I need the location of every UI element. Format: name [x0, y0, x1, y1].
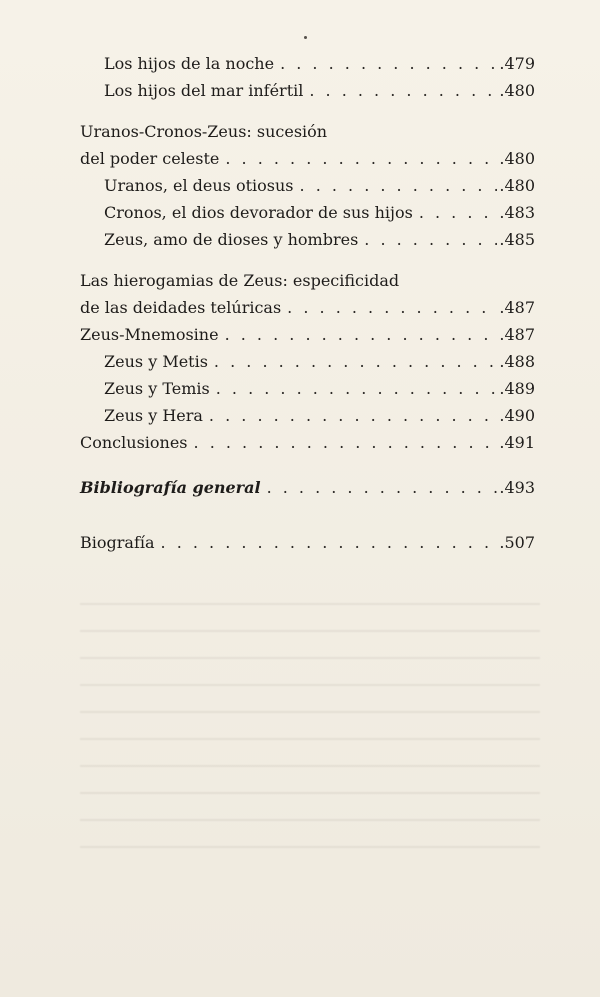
toc-entry	[80, 348, 535, 375]
toc-entry-title: Zeus-Mnemosine	[80, 325, 219, 344]
toc-entry-page: .490	[499, 406, 535, 425]
dot-leader	[280, 50, 497, 77]
dot-leader	[300, 172, 498, 199]
toc-entry	[80, 375, 535, 402]
toc-entry-page: .489	[499, 379, 535, 398]
toc-entry-title: de las deidades telúricas	[80, 298, 282, 317]
toc-entry	[80, 429, 535, 456]
toc-entry	[80, 321, 535, 348]
toc-entry-title: Biografía	[80, 533, 155, 552]
toc-entry-page: .488	[499, 352, 535, 371]
dot-leader	[225, 321, 498, 348]
dot-leader	[161, 529, 498, 556]
toc-entry-title: Zeus y Metis	[104, 352, 208, 371]
toc-entry	[80, 77, 535, 104]
toc-entry-title: Uranos, el deus otiosus	[104, 176, 294, 195]
dot-leader	[287, 294, 497, 321]
toc-entry-title: Bibliografía general	[80, 478, 261, 497]
dot-leader	[309, 77, 497, 104]
toc-entry	[80, 199, 535, 226]
toc-entry	[80, 474, 535, 501]
toc-entry-page: .480	[499, 176, 535, 195]
dot-leader	[267, 474, 498, 501]
dot-leader	[194, 429, 498, 456]
dot-leader	[216, 375, 498, 402]
toc-entry-title: Zeus y Temis	[104, 379, 210, 398]
toc-entry-title: Conclusiones	[80, 433, 188, 452]
toc-entry-page: .485	[499, 230, 535, 249]
toc-entry-title: Los hijos del mar infértil	[104, 81, 304, 100]
toc-entry	[80, 402, 535, 429]
toc-entry	[80, 172, 535, 199]
toc-entry-page: .480	[499, 149, 535, 168]
dot-leader	[214, 348, 497, 375]
page-speck	[304, 36, 307, 39]
toc-entry-title: Zeus, amo de dioses y hombres	[104, 230, 359, 249]
toc-entry-page: .491	[499, 433, 535, 452]
toc-entry	[80, 226, 535, 253]
toc-entry-page: .487	[499, 325, 535, 344]
dot-leader	[364, 226, 497, 253]
toc-entry	[80, 145, 535, 172]
toc-entry	[80, 50, 535, 77]
toc-entry-page: .507	[499, 533, 535, 552]
dot-leader	[225, 145, 497, 172]
toc-entry-title: Cronos, el dios devorador de sus hijos	[104, 203, 413, 222]
toc-section-heading: Uranos-Cronos-Zeus: sucesión	[80, 122, 328, 141]
bleed-through-text	[80, 600, 540, 870]
toc-entry-page: .479	[499, 54, 535, 73]
dot-leader	[209, 402, 497, 429]
toc-section-heading: Las hierogamias de Zeus: especificidad	[80, 271, 400, 290]
toc-entry-page: .480	[499, 81, 535, 100]
toc-entry-page: .487	[499, 298, 535, 317]
toc-entry-title: Los hijos de la noche	[104, 54, 275, 73]
toc-entry-page: .483	[499, 203, 535, 222]
table-of-contents	[80, 50, 535, 556]
toc-entry-title: del poder celeste	[80, 149, 220, 168]
toc-entry-page: .493	[499, 478, 535, 497]
toc-entry	[80, 529, 535, 556]
toc-entry-title: Zeus y Hera	[104, 406, 203, 425]
toc-entry	[80, 294, 535, 321]
dot-leader	[419, 199, 498, 226]
